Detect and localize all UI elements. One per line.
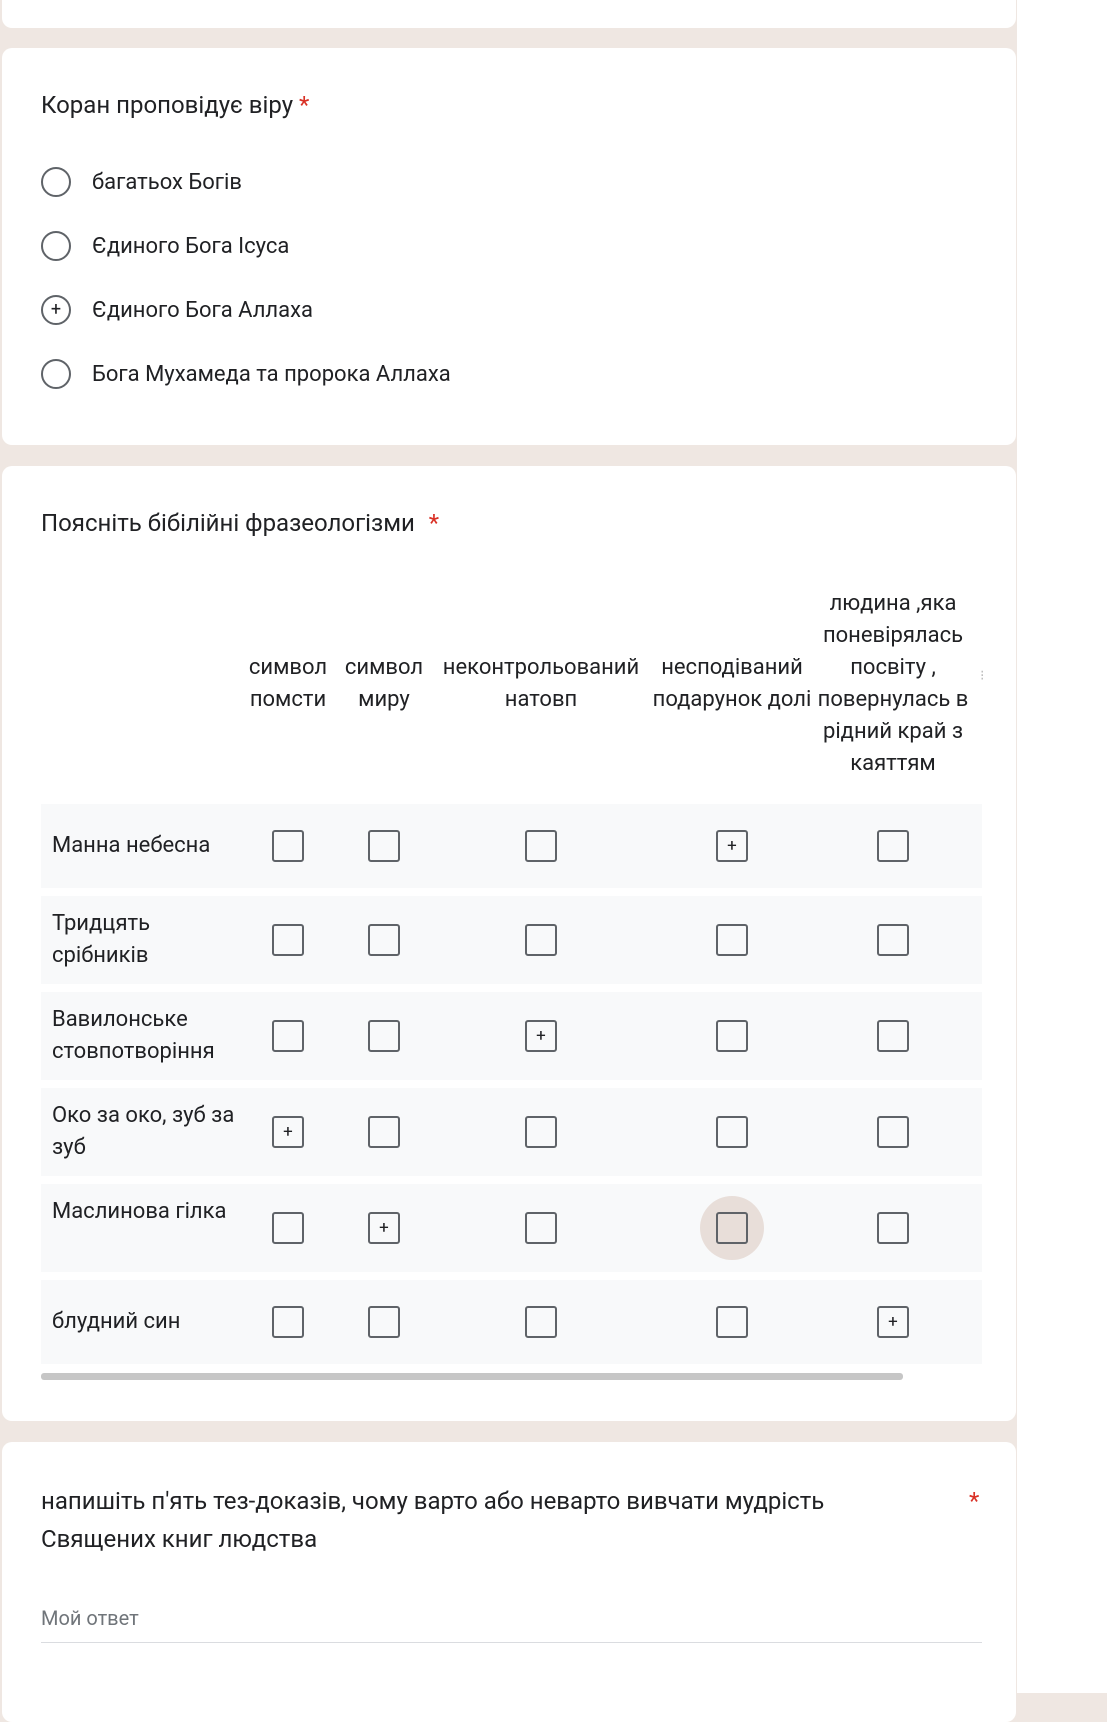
- grid-checkbox[interactable]: [877, 1116, 909, 1148]
- grid-checkbox[interactable]: [272, 830, 304, 862]
- grid-row-label: Маслинова гілка: [52, 1199, 227, 1224]
- answer-underline: [41, 1642, 982, 1643]
- grid-checkbox[interactable]: [272, 1212, 304, 1244]
- grid-row: [41, 1280, 982, 1364]
- required-asterisk: *: [428, 509, 440, 537]
- radio-button-marked[interactable]: +: [41, 295, 71, 325]
- question-card-essay: [2, 1442, 1016, 1722]
- grid-checkbox-marked[interactable]: +: [877, 1306, 909, 1338]
- previous-question-card: [2, 0, 1016, 28]
- grid-checkbox[interactable]: [877, 924, 909, 956]
- grid-checkbox[interactable]: [877, 830, 909, 862]
- grid-checkbox[interactable]: [716, 1306, 748, 1338]
- question-title-text: Поясніть бібілійні фразеологізми: [41, 509, 415, 537]
- grid-row: [41, 1088, 982, 1176]
- radio-button[interactable]: [41, 167, 71, 197]
- grid-checkbox[interactable]: [368, 924, 400, 956]
- grid-checkbox-marked[interactable]: +: [368, 1212, 400, 1244]
- grid-row-label: блудний син: [52, 1309, 181, 1334]
- radio-button[interactable]: [41, 359, 71, 389]
- grid-row-label: Вавилонське стовпотворіння: [52, 1007, 215, 1064]
- question-card-phraseology-grid: [2, 466, 1016, 1421]
- grid-column-header: людина ,яка поневірялась посвіту , повернулась в рідний край з каяттям: [817, 591, 969, 776]
- radio-label[interactable]: Єдиного Бога Аллаха: [92, 297, 313, 323]
- right-margin: [1017, 0, 1107, 1693]
- question-title-text: Коран проповідує віру: [41, 91, 294, 119]
- question-title: [41, 86, 309, 124]
- question-card-koran: [2, 48, 1016, 445]
- grid-checkbox[interactable]: [272, 1020, 304, 1052]
- grid-checkbox-focused[interactable]: [716, 1212, 748, 1244]
- radio-option[interactable]: [41, 290, 313, 330]
- radio-label[interactable]: Єдиного Бога Ісуса: [92, 233, 290, 259]
- grid-checkbox[interactable]: [272, 924, 304, 956]
- radio-label[interactable]: багатьох Богів: [92, 169, 242, 195]
- grid-row: [41, 1184, 982, 1272]
- grid-column-header: неконтрольований натовп: [442, 655, 640, 712]
- grid-checkbox[interactable]: [716, 1020, 748, 1052]
- answer-input[interactable]: Мой ответ: [41, 1606, 139, 1630]
- radio-label[interactable]: Бога Мухамеда та пророка Аллаха: [92, 361, 451, 387]
- grid-row-label: Тридцять срібників: [52, 911, 151, 968]
- question-title: [41, 504, 439, 542]
- grid-checkbox-marked[interactable]: +: [272, 1116, 304, 1148]
- grid-checkbox[interactable]: [525, 1306, 557, 1338]
- grid-checkbox[interactable]: [368, 1306, 400, 1338]
- grid-checkbox[interactable]: [272, 1306, 304, 1338]
- grid-checkbox[interactable]: [525, 1212, 557, 1244]
- required-asterisk: *: [969, 1487, 980, 1515]
- radio-button[interactable]: [41, 231, 71, 261]
- grid-checkbox-marked[interactable]: +: [716, 830, 748, 862]
- radio-option[interactable]: [41, 226, 289, 266]
- grid-checkbox[interactable]: [525, 830, 557, 862]
- grid-column-header: несподіваний подарунок долі: [652, 655, 812, 712]
- grid-checkbox[interactable]: [525, 1116, 557, 1148]
- radio-option[interactable]: [41, 162, 242, 202]
- grid-checkbox-marked[interactable]: +: [525, 1020, 557, 1052]
- grid-row: [41, 804, 982, 888]
- grid-checkbox[interactable]: [368, 1020, 400, 1052]
- grid-column-header: символ миру: [344, 655, 424, 712]
- grid-checkbox[interactable]: [368, 1116, 400, 1148]
- grid-column-header: символ помсти: [248, 655, 328, 712]
- grid-checkbox[interactable]: [525, 924, 557, 956]
- grid-checkbox[interactable]: [877, 1020, 909, 1052]
- question-title: напишіть п'ять тез-доказів, чому варто або неварто вивчати мудрість Священих книг людства: [41, 1487, 825, 1553]
- grid-row-label: Манна небесна: [52, 833, 211, 858]
- required-asterisk: *: [299, 91, 310, 119]
- radio-option[interactable]: [41, 354, 451, 394]
- grid-row: [41, 896, 982, 984]
- scroll-edge-indicator: ⁝: [980, 668, 985, 684]
- grid-checkbox[interactable]: [877, 1212, 909, 1244]
- grid-row-label: Око за око, зуб за зуб: [52, 1103, 235, 1160]
- grid-row: [41, 992, 982, 1080]
- grid-checkbox[interactable]: [716, 1116, 748, 1148]
- grid-checkbox[interactable]: [368, 830, 400, 862]
- grid-checkbox[interactable]: [716, 924, 748, 956]
- horizontal-scrollbar[interactable]: [41, 1373, 903, 1380]
